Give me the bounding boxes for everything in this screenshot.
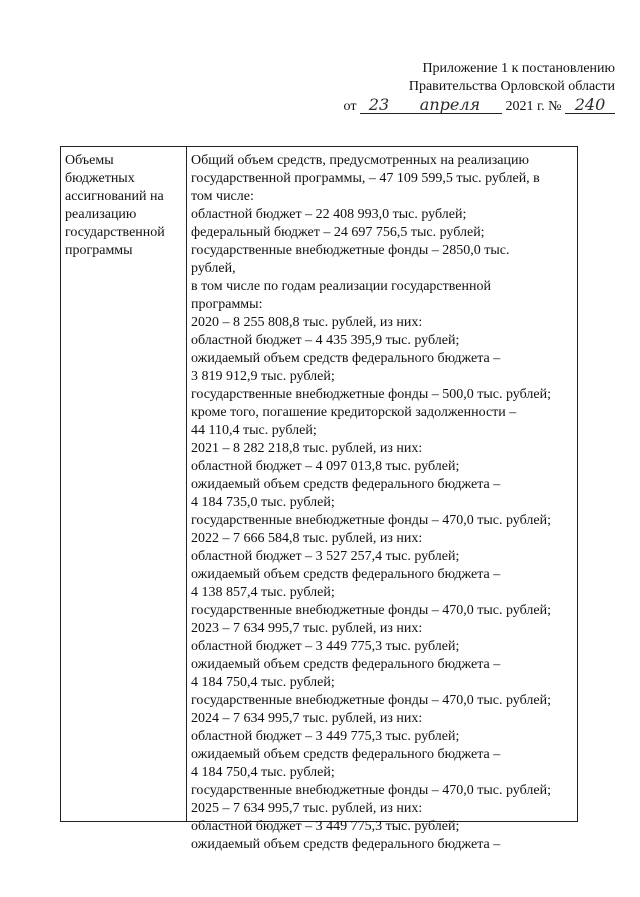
funding-text-line: государственные внебюджетные фонды – 500,0 тыс. рублей; [191, 387, 551, 402]
funding-text-line: программы: [191, 297, 263, 312]
funding-text-line: 4 184 750,4 тыс. рублей; [191, 765, 335, 780]
funding-text-line: 4 184 750,4 тыс. рублей; [191, 675, 335, 690]
funding-text-line: областной бюджет – 3 527 257,4 тыс. рублей; [191, 549, 460, 564]
funding-details-cell [191, 152, 575, 854]
funding-text-line: государственные внебюджетные фонды – 470,0 тыс. рублей; [191, 603, 551, 618]
funding-text-line: ожидаемый объем средств федерального бюджета – [191, 351, 501, 366]
funding-text-line: 2023 – 7 634 995,7 тыс. рублей, из них: [191, 621, 423, 636]
row-header-line: государственной [65, 225, 165, 240]
funding-text-line: ожидаемый объем средств федерального бюджета – [191, 747, 501, 762]
funding-text-line: ожидаемый объем средств федерального бюджета – [191, 657, 501, 672]
funding-text-line: федеральный бюджет – 24 697 756,5 тыс. рублей; [191, 225, 485, 240]
funding-text-line: областной бюджет – 3 449 775,3 тыс. рублей; [191, 729, 460, 744]
funding-text-line: областной бюджет – 3 449 775,3 тыс. рублей; [191, 639, 460, 654]
funding-text-line: 2020 – 8 255 808,8 тыс. рублей, из них: [191, 315, 423, 330]
funding-text-line: 44 110,4 тыс. рублей; [191, 423, 317, 438]
funding-text-line: ожидаемый объем средств федерального бюджета – [191, 837, 501, 852]
funding-text-line: 2025 – 7 634 995,7 тыс. рублей, из них: [191, 801, 423, 816]
funding-text-line: областной бюджет – 4 097 013,8 тыс. рублей; [191, 459, 460, 474]
funding-text-line: Общий объем средств, предусмотренных на реализацию [191, 153, 529, 168]
handwritten-doc-number: 240 [565, 97, 615, 114]
funding-text-line: 2022 – 7 666 584,8 тыс. рублей, из них: [191, 531, 423, 546]
funding-text-line: том числе: [191, 189, 254, 204]
row-header-line: реализацию [65, 207, 137, 222]
funding-text-line: областной бюджет – 3 449 775,3 тыс. рублей; [191, 819, 460, 834]
funding-text-line: государственной программы, – 47 109 599,5 тыс. рублей, в [191, 171, 540, 186]
date-year-label: 2021 г. № [505, 99, 562, 114]
funding-text-line: 2021 – 8 282 218,8 тыс. рублей, из них: [191, 441, 423, 456]
column-divider [186, 147, 187, 821]
row-header-line: программы [65, 243, 133, 258]
funding-text-line: государственные внебюджетные фонды – 2850,0 тыс. [191, 243, 510, 258]
handwritten-day: 23 [360, 97, 398, 114]
funding-text-line: кроме того, погашение кредиторской задолженности – [191, 405, 517, 420]
funding-text-line: ожидаемый объем средств федерального бюджета – [191, 567, 501, 582]
funding-text-line: государственные внебюджетные фонды – 470,0 тыс. рублей; [191, 693, 551, 708]
funding-text-line: рублей, [191, 261, 236, 276]
appendix-title: Приложение 1 к постановлению [422, 61, 615, 76]
row-header-line: ассигнований на [65, 189, 164, 204]
date-prefix: от [343, 99, 357, 114]
funding-text-line: областной бюджет – 22 408 993,0 тыс. рублей; [191, 207, 467, 222]
funding-text-line: государственные внебюджетные фонды – 470,0 тыс. рублей; [191, 513, 551, 528]
funding-text-line: 3 819 912,9 тыс. рублей; [191, 369, 335, 384]
appendix-issuer: Правительства Орловской области [408, 79, 615, 94]
row-header-line: бюджетных [65, 171, 135, 186]
funding-text-line: областной бюджет – 4 435 395,9 тыс. рублей; [191, 333, 460, 348]
program-funding-table [60, 146, 578, 852]
handwritten-month: апреля [398, 97, 502, 114]
funding-text-line: 4 138 857,4 тыс. рублей; [191, 585, 335, 600]
funding-text-line: в том числе по годам реализации государственной [191, 279, 491, 294]
funding-text-line: 2024 – 7 634 995,7 тыс. рублей, из них: [191, 711, 423, 726]
row-header-line: Объемы [65, 153, 114, 168]
row-header-cell [65, 152, 183, 260]
funding-text-line: ожидаемый объем средств федерального бюджета – [191, 477, 501, 492]
funding-text-line: 4 184 735,0 тыс. рублей; [191, 495, 335, 510]
appendix-header [330, 60, 615, 116]
funding-text-line: государственные внебюджетные фонды – 470,0 тыс. рублей; [191, 783, 551, 798]
resolution-date-line [330, 97, 615, 116]
